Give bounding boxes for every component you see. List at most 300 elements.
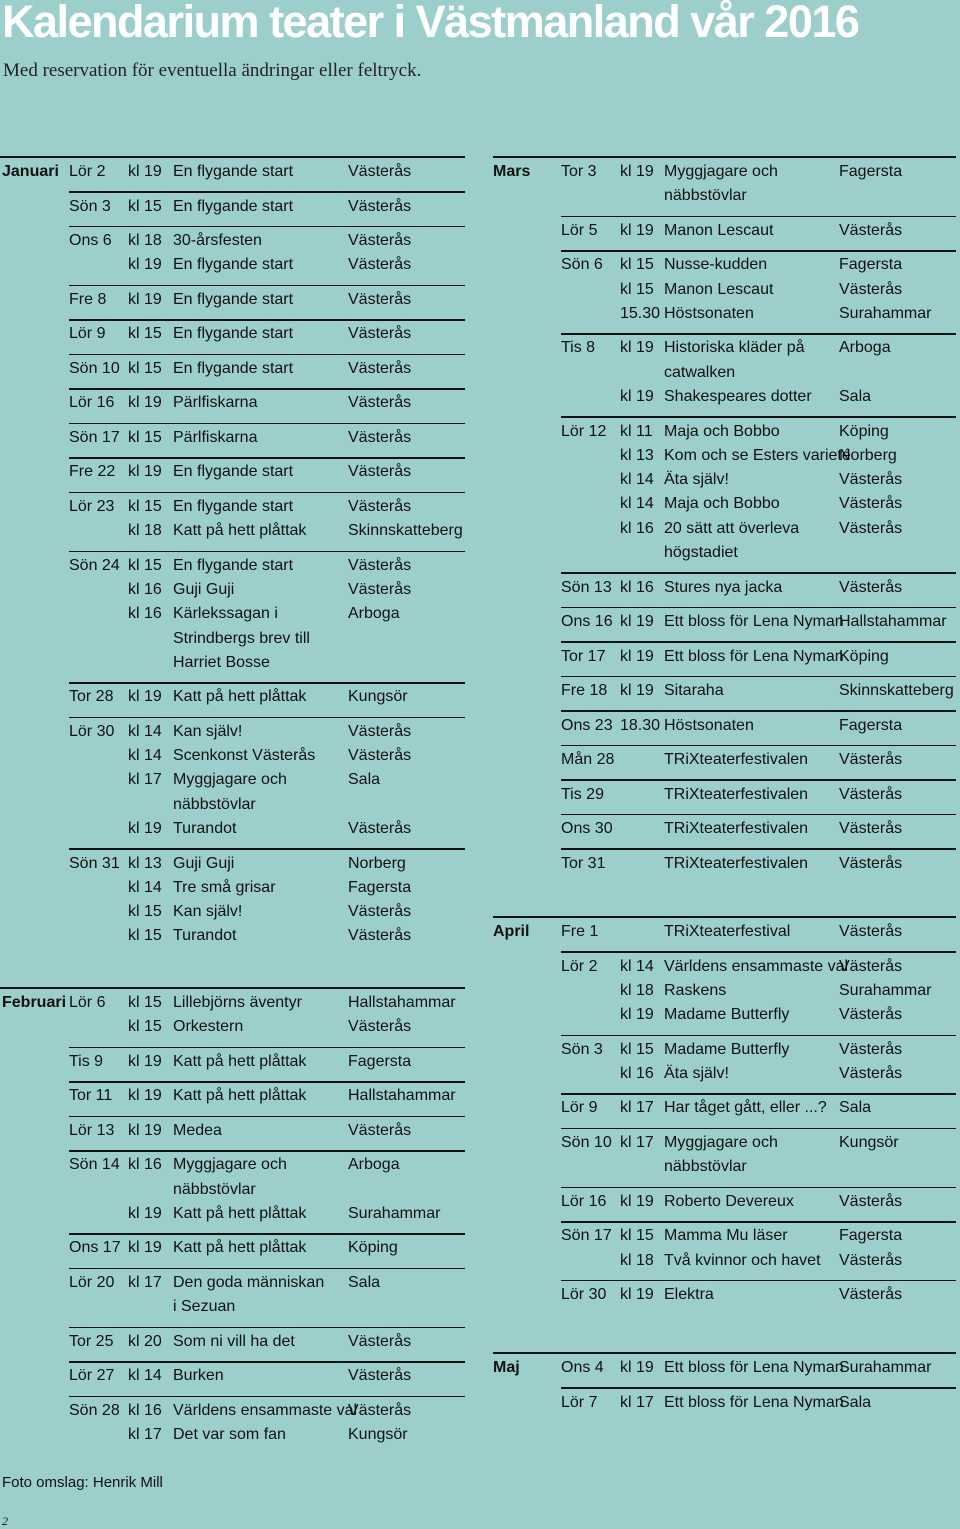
event-time: kl 19 — [620, 682, 654, 699]
event-place: Västerås — [348, 163, 412, 180]
event-place: Köping — [839, 422, 889, 440]
event-day: Tor 17 — [561, 647, 606, 665]
day-separator — [561, 779, 956, 781]
event-time: kl 19 — [128, 256, 162, 274]
page-title: Kalendarium teater i Västmanland vår 2016 — [2, 0, 859, 47]
day-separator — [561, 1280, 956, 1282]
event-title: högstadiet — [664, 544, 738, 561]
event-time: kl 11 — [620, 422, 653, 440]
day-separator — [561, 416, 956, 418]
day-separator — [69, 1047, 465, 1049]
event-title: Som ni vill ha det — [173, 1332, 295, 1350]
event-title: Madame Butterfly — [664, 1006, 790, 1024]
event-place: Köping — [839, 647, 889, 665]
event-time: kl 17 — [620, 1393, 654, 1411]
event-time: kl 19 — [620, 1192, 654, 1210]
month-rule — [0, 156, 465, 158]
day-separator — [69, 1327, 465, 1329]
event-title: Scenkonst Västerås — [173, 747, 316, 765]
event-title: Den goda människan — [173, 1273, 325, 1291]
day-separator — [69, 285, 465, 287]
day-separator — [69, 457, 465, 459]
event-day: Lör 27 — [69, 1367, 115, 1385]
event-day: Tor 11 — [69, 1087, 113, 1105]
event-place: Västerås — [839, 854, 903, 872]
photo-credit: Foto omslag: Henrik Mill — [2, 1474, 163, 1491]
event-day: Tor 31 — [561, 854, 606, 872]
event-title: Maja och Bobbo — [664, 495, 780, 513]
event-place: Hallstahammar — [348, 994, 456, 1011]
event-title: En flygande start — [173, 163, 294, 180]
event-time: kl 14 — [620, 957, 654, 975]
event-day: Ons 16 — [561, 613, 613, 630]
event-time: kl 15 — [128, 497, 162, 515]
event-title: Orkestern — [173, 1018, 244, 1036]
event-place: Västerås — [839, 495, 903, 513]
event-title: Nusse-kudden — [664, 256, 768, 274]
event-day: Lör 7 — [561, 1393, 598, 1411]
event-day: Lör 9 — [69, 325, 106, 343]
event-time: kl 15 — [128, 325, 162, 343]
event-day: Lör 30 — [561, 1286, 607, 1303]
event-time: kl 14 — [128, 1367, 162, 1385]
event-place: Västerås — [348, 463, 412, 481]
event-title: Kom och se Esters varieté — [664, 446, 851, 464]
event-place: Sala — [348, 1273, 381, 1291]
event-day: Lör 2 — [561, 957, 598, 975]
event-title: Katt på hett plåttak — [173, 1239, 307, 1257]
day-separator — [69, 319, 465, 321]
event-day: Ons 23 — [561, 716, 613, 734]
day-separator — [561, 745, 956, 747]
event-day: Sön 14 — [69, 1156, 120, 1174]
month-label: Maj — [493, 1359, 520, 1376]
event-title: Myggjagare och — [173, 771, 287, 789]
event-place: Västerås — [839, 519, 903, 537]
event-day: Sön 10 — [561, 1133, 612, 1151]
event-time: kl 19 — [128, 1052, 162, 1070]
day-separator — [69, 1081, 465, 1083]
event-place: Kungsör — [839, 1133, 899, 1151]
event-title: Turandot — [173, 927, 237, 945]
event-time: kl 19 — [620, 388, 654, 405]
event-time: kl 13 — [620, 446, 654, 464]
day-separator — [69, 388, 465, 390]
event-time: kl 15 — [620, 1227, 654, 1245]
event-title: Sitaraha — [664, 682, 724, 699]
event-title: TRiXteaterfestivalen — [664, 785, 809, 803]
event-place: Västerås — [348, 1332, 412, 1350]
page-subtitle: Med reservation för eventuella ändringar eller feltryck. — [3, 60, 422, 81]
month-label: Februari — [2, 994, 67, 1011]
event-title: Shakespeares dotter — [664, 388, 812, 405]
event-title: Myggjagare och — [173, 1156, 287, 1174]
day-separator — [561, 1387, 956, 1389]
event-place: Hallstahammar — [839, 613, 947, 630]
event-title: Ett bloss för Lena Nyman — [664, 1393, 844, 1411]
event-time: kl 18 — [620, 1251, 654, 1269]
day-separator — [69, 1396, 465, 1398]
event-place: Västerås — [348, 747, 412, 765]
event-place: Hallstahammar — [348, 1087, 456, 1105]
event-day: Ons 4 — [561, 1359, 604, 1376]
event-place: Surahammar — [839, 981, 932, 999]
day-separator — [561, 676, 956, 678]
month-rule — [493, 156, 956, 158]
event-place: Västerås — [348, 580, 412, 598]
day-separator — [561, 1187, 956, 1189]
event-title: Stures nya jacka — [664, 578, 783, 596]
event-title: TRiXteaterfestivalen — [664, 751, 809, 768]
day-separator — [69, 191, 465, 193]
event-day: Sön 13 — [561, 578, 612, 596]
event-place: Västerås — [348, 1121, 412, 1139]
event-time: kl 19 — [128, 1239, 162, 1257]
day-separator — [69, 1116, 465, 1118]
month-label: Mars — [493, 163, 531, 180]
event-title: 20 sätt att överleva — [664, 519, 800, 537]
event-time: kl 19 — [620, 1006, 654, 1024]
event-title: Guji Guji — [173, 854, 235, 872]
event-place: Västerås — [839, 280, 903, 298]
day-separator — [561, 641, 956, 643]
day-separator — [69, 1268, 465, 1270]
event-title: Pärlfiskarna — [173, 394, 258, 412]
event-place: Västerås — [839, 1192, 903, 1210]
event-title: Höstsonaten — [664, 716, 754, 734]
event-title: näbbstövlar — [664, 1158, 747, 1176]
event-title: Medea — [173, 1121, 222, 1139]
event-day: Fre 1 — [561, 923, 599, 940]
event-title: Världens ensammaste val — [664, 957, 849, 975]
event-day: Tor 28 — [69, 688, 114, 706]
day-separator — [561, 1035, 956, 1037]
month-label: April — [493, 923, 530, 940]
event-day: Lör 30 — [69, 722, 115, 740]
event-day: Sön 24 — [69, 556, 120, 574]
event-time: kl 18 — [620, 981, 654, 999]
month-label: Januari — [2, 163, 59, 180]
event-title: Ett bloss för Lena Nyman — [664, 1359, 844, 1376]
event-title: i Sezuan — [173, 1298, 236, 1316]
event-place: Västerås — [839, 1286, 903, 1303]
event-time: kl 19 — [128, 820, 162, 837]
event-time: kl 19 — [128, 463, 162, 481]
event-day: Lör 20 — [69, 1273, 115, 1291]
event-title: En flygande start — [173, 325, 294, 343]
event-place: Västerås — [839, 578, 903, 596]
event-time: kl 17 — [128, 1273, 162, 1291]
day-separator — [561, 710, 956, 712]
event-time: kl 19 — [128, 290, 162, 308]
event-time: kl 14 — [128, 722, 162, 740]
event-title: Äta själv! — [664, 471, 729, 489]
event-day: Sön 3 — [69, 197, 111, 215]
month-rule — [0, 987, 465, 989]
event-title: Maja och Bobbo — [664, 422, 780, 440]
event-title: En flygande start — [173, 556, 294, 574]
day-separator — [561, 216, 956, 218]
day-separator — [69, 717, 465, 719]
event-day: Lör 9 — [561, 1099, 598, 1117]
event-time: kl 20 — [128, 1332, 162, 1350]
event-place: Västerås — [839, 957, 903, 975]
event-place: Arboga — [348, 1156, 400, 1174]
event-title: Kan själv! — [173, 722, 243, 740]
event-title: Mamma Mu läser — [664, 1227, 788, 1245]
page-number: 2 — [2, 1514, 8, 1528]
event-title: En flygande start — [173, 256, 294, 274]
event-title: Harriet Bosse — [173, 653, 270, 671]
event-place: Köping — [348, 1239, 398, 1257]
event-day: Sön 10 — [69, 359, 120, 377]
event-title: Katt på hett plåttak — [173, 1052, 307, 1070]
day-separator — [69, 1150, 465, 1152]
event-place: Västerås — [348, 359, 412, 377]
event-day: Mån 28 — [561, 751, 615, 768]
event-time: kl 19 — [128, 163, 162, 180]
event-place: Västerås — [348, 903, 412, 921]
event-day: Lör 23 — [69, 497, 115, 515]
event-time: kl 18 — [128, 232, 162, 249]
event-title: Raskens — [664, 981, 727, 999]
event-place: Skinnskatteberg — [348, 522, 463, 540]
event-place: Surahammar — [348, 1204, 441, 1222]
event-title: Katt på hett plåttak — [173, 688, 307, 706]
event-title: Roberto Devereux — [664, 1192, 794, 1210]
event-place: Sala — [839, 388, 872, 405]
event-time: kl 15 — [620, 256, 654, 274]
event-place: Västerås — [348, 290, 412, 308]
event-place: Västerås — [348, 1367, 412, 1385]
event-day: Sön 31 — [69, 854, 120, 872]
event-place: Västerås — [348, 722, 412, 740]
day-separator — [69, 1361, 465, 1363]
day-separator — [561, 250, 956, 252]
event-title: Pärlfiskarna — [173, 428, 258, 446]
event-place: Fagersta — [839, 256, 903, 274]
event-title: catwalken — [664, 363, 736, 381]
event-time: kl 16 — [128, 1401, 162, 1419]
day-separator — [561, 333, 956, 335]
event-time: kl 17 — [620, 1099, 654, 1117]
event-place: Fagersta — [839, 163, 903, 180]
event-time: kl 19 — [128, 1204, 162, 1222]
day-separator — [69, 423, 465, 425]
event-time: kl 15 — [620, 1040, 654, 1058]
event-time: kl 19 — [128, 1087, 162, 1105]
event-day: Sön 3 — [561, 1040, 603, 1058]
event-title: Höstsonaten — [664, 304, 754, 322]
event-time: kl 15 — [128, 927, 162, 945]
event-time: kl 15 — [128, 197, 162, 215]
event-time: kl 19 — [620, 221, 654, 239]
event-title: Strindbergs brev till — [173, 629, 310, 647]
event-title: Katt på hett plåttak — [173, 522, 307, 540]
event-place: Arboga — [839, 339, 891, 357]
event-day: Ons 6 — [69, 232, 112, 249]
event-title: TRiXteaterfestival — [664, 923, 791, 940]
event-place: Västerås — [839, 1251, 903, 1269]
event-time: kl 19 — [128, 394, 162, 412]
event-time: kl 16 — [128, 1156, 162, 1174]
month-rule — [493, 1352, 956, 1354]
day-separator — [561, 1128, 956, 1130]
event-time: kl 15 — [620, 280, 654, 298]
event-place: Västerås — [839, 1064, 903, 1082]
event-title: En flygande start — [173, 497, 294, 515]
day-separator — [69, 354, 465, 356]
event-place: Västerås — [348, 325, 412, 343]
event-day: Lör 16 — [69, 394, 115, 412]
event-title: Kan själv! — [173, 903, 243, 921]
event-time: kl 14 — [128, 878, 162, 896]
event-day: Tis 8 — [561, 339, 596, 357]
event-title: Elektra — [664, 1286, 714, 1303]
event-title: En flygande start — [173, 197, 294, 215]
event-time: kl 19 — [620, 1286, 654, 1303]
event-day: Sön 6 — [561, 256, 603, 274]
event-time: kl 17 — [128, 1426, 162, 1443]
event-place: Västerås — [348, 256, 412, 274]
event-title: Ett bloss för Lena Nyman — [664, 647, 844, 665]
event-place: Västerås — [348, 820, 412, 837]
event-place: Fagersta — [348, 1052, 412, 1070]
event-time: kl 18 — [128, 522, 162, 540]
event-time: kl 19 — [620, 163, 654, 180]
event-place: Västerås — [839, 1006, 903, 1024]
event-title: Katt på hett plåttak — [173, 1204, 307, 1222]
event-day: Sön 28 — [69, 1401, 120, 1419]
event-title: En flygande start — [173, 359, 294, 377]
event-title: Lillebjörns äventyr — [173, 994, 302, 1011]
event-day: Ons 17 — [69, 1239, 121, 1257]
event-day: Lör 13 — [69, 1121, 115, 1139]
event-title: Myggjagare och — [664, 1133, 778, 1151]
event-time: 18.30 — [620, 716, 661, 734]
event-time: kl 19 — [128, 1121, 162, 1139]
event-title: Manon Lescaut — [664, 221, 774, 239]
event-place: Sala — [348, 771, 381, 789]
event-place: Skinnskatteberg — [839, 682, 954, 699]
event-time: kl 15 — [128, 994, 162, 1011]
day-separator — [69, 551, 465, 553]
event-title: näbbstövlar — [173, 795, 256, 813]
day-separator — [561, 572, 956, 574]
day-separator — [561, 607, 956, 609]
event-time: kl 16 — [128, 580, 162, 598]
event-time: kl 15 — [128, 903, 162, 921]
event-title: En flygande start — [173, 290, 294, 308]
event-time: kl 16 — [620, 1064, 654, 1082]
event-day: Lör 16 — [561, 1192, 607, 1210]
event-title: näbbstövlar — [173, 1180, 256, 1198]
event-title: TRiXteaterfestivalen — [664, 820, 809, 837]
day-separator — [69, 492, 465, 494]
event-place: Norberg — [839, 446, 897, 464]
event-time: kl 15 — [128, 1018, 162, 1036]
event-title: Två kvinnor och havet — [664, 1251, 821, 1269]
event-place: Västerås — [348, 497, 412, 515]
event-time: kl 15 — [128, 428, 162, 446]
event-time: kl 17 — [620, 1133, 654, 1151]
event-place: Västerås — [348, 927, 412, 945]
event-title: Världens ensammaste val — [173, 1401, 358, 1419]
event-time: kl 14 — [128, 747, 162, 765]
event-time: kl 17 — [128, 771, 162, 789]
event-time: kl 19 — [128, 688, 162, 706]
event-title: Turandot — [173, 820, 237, 837]
event-place: Västerås — [839, 751, 903, 768]
event-day: Ons 30 — [561, 820, 613, 837]
event-title: Katt på hett plåttak — [173, 1087, 307, 1105]
event-place: Surahammar — [839, 304, 932, 322]
event-time: kl 19 — [620, 647, 654, 665]
event-day: Lör 6 — [69, 994, 106, 1011]
event-day: Lör 2 — [69, 163, 106, 180]
event-title: Äta själv! — [664, 1064, 729, 1082]
event-place: Västerås — [839, 820, 903, 837]
event-day: Tor 25 — [69, 1332, 114, 1350]
event-place: Sala — [839, 1393, 872, 1411]
event-place: Arboga — [348, 605, 400, 623]
event-title: näbbstövlar — [664, 187, 747, 205]
event-time: kl 15 — [128, 556, 162, 574]
event-title: Ett bloss för Lena Nyman — [664, 613, 844, 630]
event-time: 15.30 — [620, 304, 661, 322]
day-separator — [561, 951, 956, 953]
event-title: Madame Butterfly — [664, 1040, 790, 1058]
event-title: Myggjagare och — [664, 163, 778, 180]
event-title: Det var som fan — [173, 1426, 286, 1443]
day-separator — [69, 1233, 465, 1235]
day-separator — [69, 226, 465, 228]
event-place: Kungsör — [348, 1426, 408, 1443]
event-day: Sön 17 — [561, 1227, 612, 1245]
event-place: Västerås — [348, 428, 412, 446]
event-place: Västerås — [839, 923, 903, 940]
event-time: kl 15 — [128, 359, 162, 377]
month-rule — [493, 916, 956, 918]
event-day: Fre 8 — [69, 290, 107, 308]
event-day: Lör 12 — [561, 422, 607, 440]
event-place: Västerås — [348, 1018, 412, 1036]
event-place: Västerås — [839, 785, 903, 803]
event-title: Guji Guji — [173, 580, 235, 598]
event-place: Kungsör — [348, 688, 408, 706]
event-title: Historiska kläder på — [664, 339, 805, 357]
event-day: Fre 18 — [561, 682, 608, 699]
event-time: kl 19 — [620, 1359, 654, 1376]
event-place: Västerås — [348, 1401, 412, 1419]
event-place: Västerås — [839, 471, 903, 489]
event-place: Fagersta — [839, 716, 903, 734]
event-title: TRiXteaterfestivalen — [664, 854, 809, 872]
day-separator — [69, 848, 465, 850]
event-place: Surahammar — [839, 1359, 932, 1376]
event-title: Har tåget gått, eller ...? — [664, 1099, 827, 1117]
event-place: Västerås — [348, 232, 412, 249]
event-title: Manon Lescaut — [664, 280, 774, 298]
event-day: Tor 3 — [561, 163, 597, 180]
day-separator — [561, 814, 956, 816]
event-day: Tis 29 — [561, 785, 604, 803]
event-place: Sala — [839, 1099, 872, 1117]
event-time: kl 16 — [128, 605, 162, 623]
event-time: kl 19 — [620, 613, 654, 630]
day-separator — [561, 848, 956, 850]
day-separator — [561, 1093, 956, 1095]
